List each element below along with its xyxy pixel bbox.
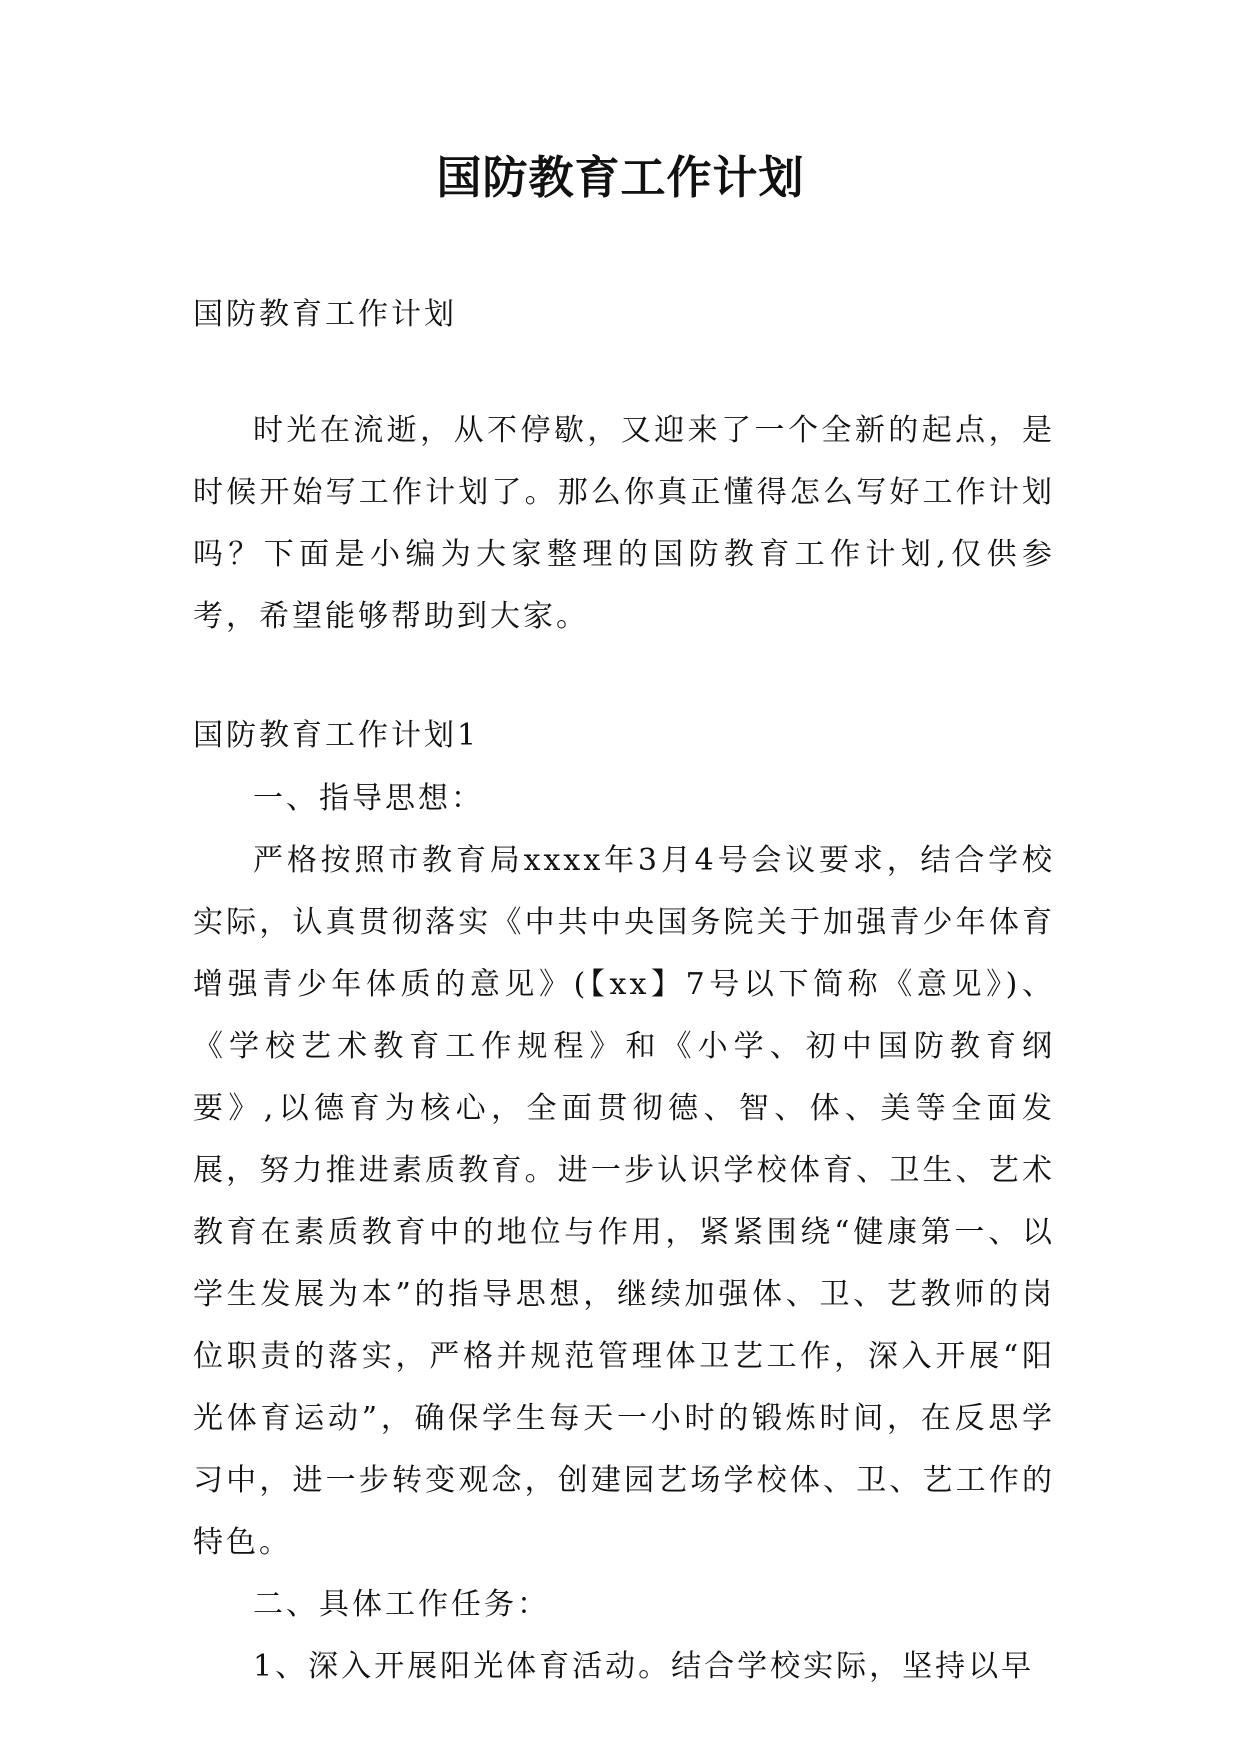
paragraph-task-1: 1、深入开展阳光体育活动。结合学校实际，坚持以早 [253,1649,1035,1684]
intro-paragraph: 时光在流逝，从不停歇，又迎来了一个全新的起点，是时候开始写工作计划了。那么你真正懂得怎么写好工作计划吗？下面是小编为大家整理的国防教育工作计划,仅供参考，希望能够帮助到大家。 [193,413,1055,634]
section-content [193,768,1055,1698]
paragraph-guiding-ideology: 严格按照市教育局xxxx年3月4号会议要求，结合学校实际，认真贯彻落实《中共中央国务院关于加强青少年体育增强青少年体质的意见》(【xx】7号以下简称《意见》)、《学校艺术教育工作规程》和《小学、初中国防教育纲要》,以德育为核心，全面贯彻德、智、体、美等全面发展，努力推进素质教育。进一步认识学校体育、卫生、艺术教育在素质教育中的地位与作用，紧紧围绕“健康第一、以学生发展为本”的指导思想，继续加强体、卫、艺教师的岗位职责的落实，严格并规范管理体卫艺工作，深入开展“阳光体育运动”，确保学生每天一小时的锻炼时间，在反思学习中，进一步转变观念，创建园艺场学校体、卫、艺工作的特色。 [193,843,1055,1560]
heading-specific-tasks: 二、具体工作任务： [253,1587,550,1622]
document-subtitle: 国防教育工作计划 [193,297,457,332]
heading-guiding-ideology: 一、指导思想： [253,781,484,816]
section-title: 国防教育工作计划1 [193,718,480,753]
document-title: 国防教育工作计划 [436,151,805,204]
